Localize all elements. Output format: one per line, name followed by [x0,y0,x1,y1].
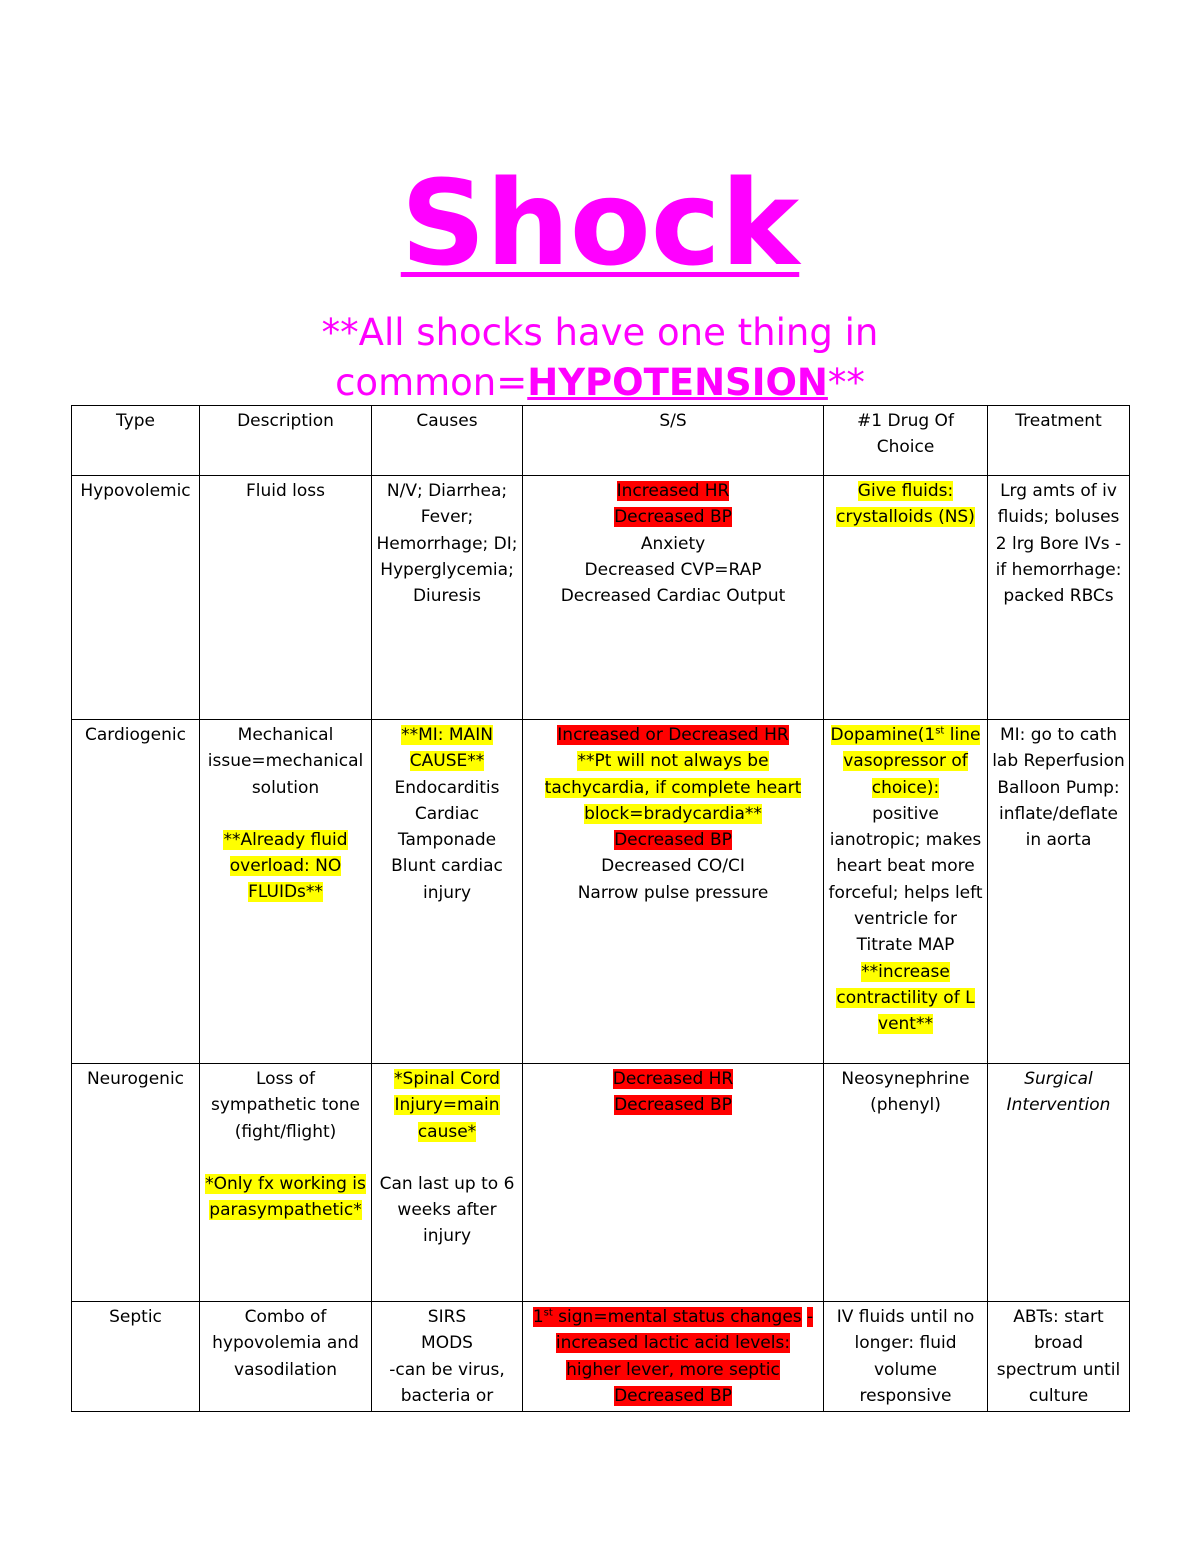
cell-drug: Neosynephrine (phenyl) [824,1064,988,1302]
drug-highlight-yellow: **increase contractility of L vent** [836,961,975,1035]
subtitle-emphasis: HYPOTENSION [527,361,828,404]
cell-treatment: Surgical Intervention [988,1064,1130,1302]
cell-causes [372,1302,523,1412]
ss-highlight-red: Decreased BP [614,507,732,528]
subtitle-line-2 [0,358,1200,408]
table-row [72,476,1130,720]
ss-line: Decreased Cardiac Output [560,586,786,607]
table-row [72,720,1130,1064]
table-header-row [72,406,1130,476]
description-text: Loss of sympathetic tone (fight/flight) [210,1069,361,1142]
cell-drug: IV fluids until no longer: fluid volume responsive [824,1302,988,1412]
header-description: Description [200,406,372,476]
ss-highlight-red: Increased HR [616,481,730,501]
ss-highlight-red: Decreased HR [612,1069,734,1089]
header-drug: #1 Drug Of Choice [824,406,988,476]
description-text: Mechanical issue=mechanical solution [207,725,364,798]
causes-text: Can last up to 6 weeks after injury [379,1173,515,1247]
cell-causes: N/V; Diarrhea; Fever; Hemorrhage; DI; Hyperglycemia; Diuresis [372,476,523,720]
subtitle-prefix: common= [335,361,528,404]
ss-highlight-red: Decreased BP [614,830,732,851]
ss-highlight-red: Decreased BP [614,1095,732,1116]
causes-line: -can be virus, bacteria or [389,1359,505,1406]
causes-highlight-yellow: **MI: MAIN CAUSE** [401,725,493,772]
causes-line: SIRS [427,1307,467,1327]
table-row [72,1302,1130,1412]
ss-highlight-red: Increased or Decreased HR [557,725,789,745]
cell-causes [372,720,523,1064]
cell-description [200,1064,372,1302]
cell-ss [523,476,824,720]
cell-description: Combo of hypovolemia and vasodilation [200,1302,372,1412]
subtitle-suffix: ** [827,361,865,404]
drug-highlight-yellow: Give fluids: crystalloids (NS) [836,481,975,528]
cell-description [200,720,372,1064]
ss-highlight-red: -increased lactic acid levels: higher lever, more septic [555,1307,814,1380]
cell-ss [523,1302,824,1412]
cell-type: Hypovolemic [72,476,200,720]
ss-line: Anxiety [640,533,706,554]
causes-text: Endocarditis Cardiac Tamponade Blunt cardiac injury [391,777,503,903]
ss-highlight-red: 1st sign=mental status changes [532,1307,802,1327]
cell-ss [523,1064,824,1302]
cell-type: Cardiogenic [72,720,200,1064]
page-title: Shock [400,154,800,292]
ss-line: Decreased CVP=RAP [584,559,762,580]
cell-description: Fluid loss [200,476,372,720]
ss-line: Decreased CO/CI [601,856,745,877]
ss-line: Narrow pulse pressure [577,882,769,903]
drug-text: positive ianotropic; makes heart beat more forceful; helps left ventricle for Titrate MAP [828,803,983,956]
ss-highlight-yellow: **Pt will not always be tachycardia, if complete heart block=bradycardia** [544,751,802,824]
cell-type: Septic [72,1302,200,1412]
header-treatment: Treatment [988,406,1130,476]
page-subtitle [0,308,1200,408]
cell-treatment: ABTs: start broad spectrum until culture [988,1302,1130,1412]
causes-line: MODS [421,1333,473,1354]
header-ss: S/S [523,406,824,476]
cell-treatment: MI: go to cath lab Reperfusion Balloon Pump: inflate/deflate in aorta [988,720,1130,1064]
table-row [72,1064,1130,1302]
cell-ss [523,720,824,1064]
cell-drug [824,476,988,720]
description-highlight-yellow: *Only fx working is parasympathetic* [205,1173,366,1221]
causes-highlight-yellow: *Spinal Cord Injury=main cause* [394,1069,500,1142]
header-type: Type [72,406,200,476]
shock-table [71,405,1130,1412]
cell-type: Neurogenic [72,1064,200,1302]
cell-drug [824,720,988,1064]
description-highlight-yellow: **Already fluid overload: NO FLUIDs** [223,829,348,903]
subtitle-line-1: **All shocks have one thing in [321,311,879,354]
cell-treatment: Lrg amts of iv fluids; boluses 2 lrg Bore IVs -if hemorrhage: packed RBCs [988,476,1130,720]
ss-highlight-red: Decreased BP [614,1385,732,1406]
cell-causes [372,1064,523,1302]
drug-highlight-yellow: Dopamine(1st line vasopressor of choice): [830,725,981,798]
header-causes: Causes [372,406,523,476]
